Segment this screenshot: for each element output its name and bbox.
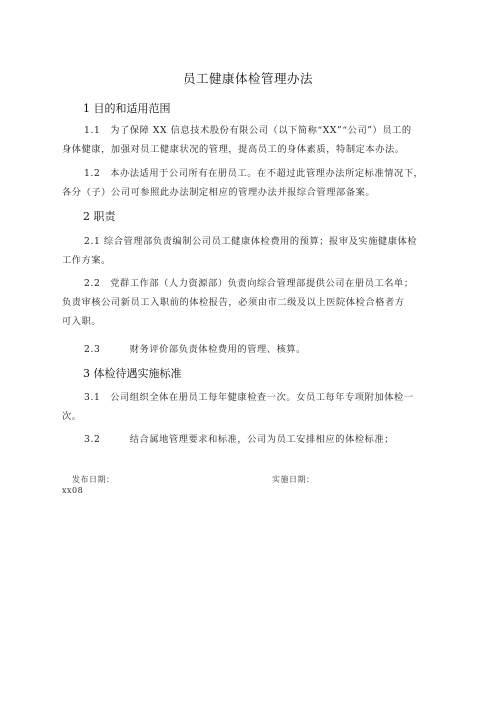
publish-date-value: xx08 xyxy=(62,486,84,495)
paragraph-line: 次。 xyxy=(62,411,82,422)
paragraph-line: 2.1 综合管理部负责编制公司员工健康体检费用的预算；报审及实施健康体检 xyxy=(84,236,418,247)
paragraph-line: 工作方案。 xyxy=(62,255,111,266)
paragraph-line: 2.3 财务评价部负责体检费用的管理、核算。 xyxy=(84,344,306,355)
section-1-1-paragraph xyxy=(62,121,454,159)
paragraph-line: 1.1 为了保障 XX 信息技术股份有限公司（以下简称“XX”“公司”）员工的 xyxy=(84,125,412,136)
publish-date-label: 发布日期： xyxy=(72,475,115,484)
section-3-heading: 3 体检待遇实施标准 xyxy=(83,367,182,380)
paragraph-line: 各分（子）公司可参照此办法制定相应的管理办法并报综合管理部备案。 xyxy=(62,187,376,198)
paragraph-line: 3.1 公司组织全体在册员工每年健康检查一次。女员工每年专项附加体检一 xyxy=(84,392,414,403)
section-2-1-paragraph xyxy=(62,232,454,270)
section-2-3-paragraph xyxy=(62,340,454,359)
paragraph-line: 2.2 党群工作部（人力资源部）负责向综合管理部提供公司在册员工名单； xyxy=(84,278,414,289)
paragraph-line: 可入职。 xyxy=(62,316,102,327)
paragraph-line: 3.2 结合属地管理要求和标准，公司为员工安排相应的体检标准； xyxy=(84,434,395,445)
section-2-heading: 2 职责 xyxy=(83,210,116,223)
paragraph-line: 负责审核公司新员工入职前的体检报告，必须由市二级及以上医院体检合格者方 xyxy=(62,297,405,308)
section-2-2-paragraph xyxy=(62,274,454,331)
paragraph-line: 身体健康，加强对员工健康状况的管理，提高员工的身体素质，特制定本办法。 xyxy=(62,144,405,155)
document-title: 员工健康体检管理办法 xyxy=(182,71,313,86)
effective-date-label: 实施日期： xyxy=(272,475,315,484)
section-3-1-paragraph xyxy=(62,388,454,426)
section-1-heading: 1 目的和适用范围 xyxy=(83,102,171,115)
paragraph-line: 1.2 本办法适用于公司所有在册员工。在不超过此管理办法所定标准情况下， xyxy=(84,168,424,179)
section-1-2-paragraph xyxy=(62,164,454,202)
section-3-2-paragraph xyxy=(62,430,454,449)
